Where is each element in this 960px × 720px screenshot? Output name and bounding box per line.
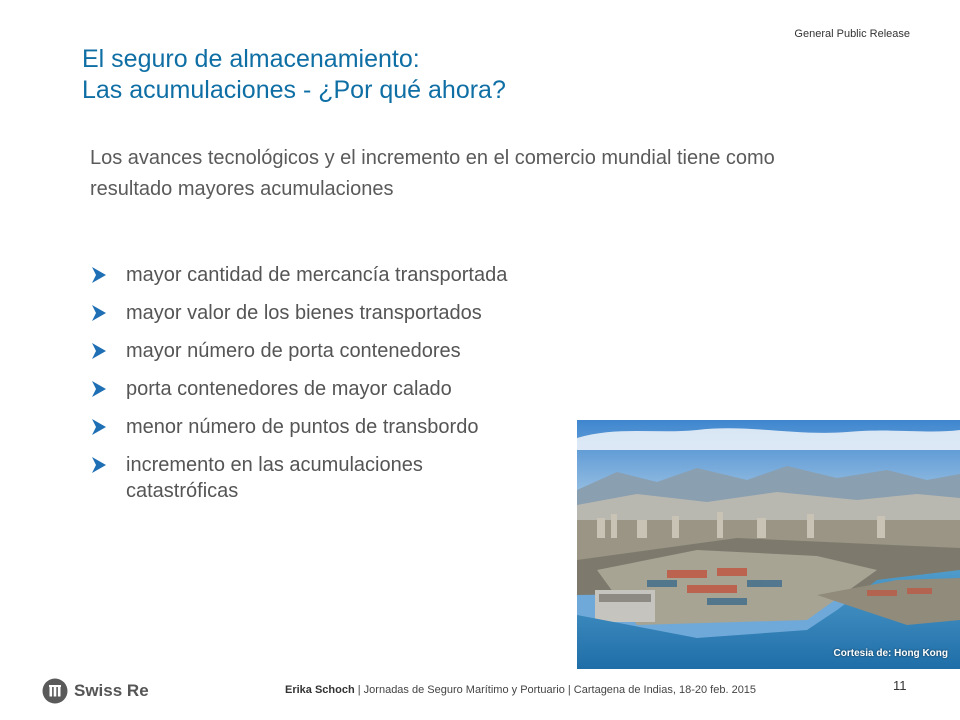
arrow-bullet-icon [90,417,108,437]
footer-details: | Jornadas de Seguro Marítimo y Portuario | Cartagena de Indias, 18-20 feb. 2015 [354,684,757,696]
release-label: General Public Release [794,28,910,40]
bullet-item [90,300,610,326]
bullet-text: mayor número de porta contenedores [126,340,461,362]
bullet-text: menor número de puntos de transbordo [126,416,479,438]
bullet-item [90,338,610,364]
bullet-item [90,414,610,440]
swiss-re-logo [42,678,149,704]
photo-credit: Cortesia de: Hong Kong [833,648,948,659]
bullet-text: mayor cantidad de mercancía transportada [126,264,508,286]
footer-text [285,684,756,696]
arrow-bullet-icon [90,341,108,361]
bullet-list [90,262,610,516]
bullet-text: mayor valor de los bienes transportados [126,302,482,324]
slide-title-line1: El seguro de almacenamiento: [82,45,420,73]
bullet-text: porta contenedores de mayor calado [126,378,452,400]
bullet-item [90,262,610,288]
footer-author: Erika Schoch [285,684,355,696]
arrow-bullet-icon [90,379,108,399]
slide-title-line2: Las acumulaciones - ¿Por qué ahora? [82,76,506,104]
bullet-item [90,376,610,402]
logo-text: Swiss Re [74,681,149,700]
slide-title [82,44,802,106]
intro-text: Los avances tecnológicos y el incremento en el comercio mundial tiene como resultado mayores acumulaciones [90,147,775,200]
page-number: 11 [893,678,907,693]
swiss-re-logo-icon [42,678,68,704]
arrow-bullet-icon [90,265,108,285]
bullet-item [90,452,510,504]
bullet-text: incremento en las acumulaciones catastróficas [126,454,423,502]
port-photo [577,420,960,669]
arrow-bullet-icon [90,303,108,323]
arrow-bullet-icon [90,455,108,475]
